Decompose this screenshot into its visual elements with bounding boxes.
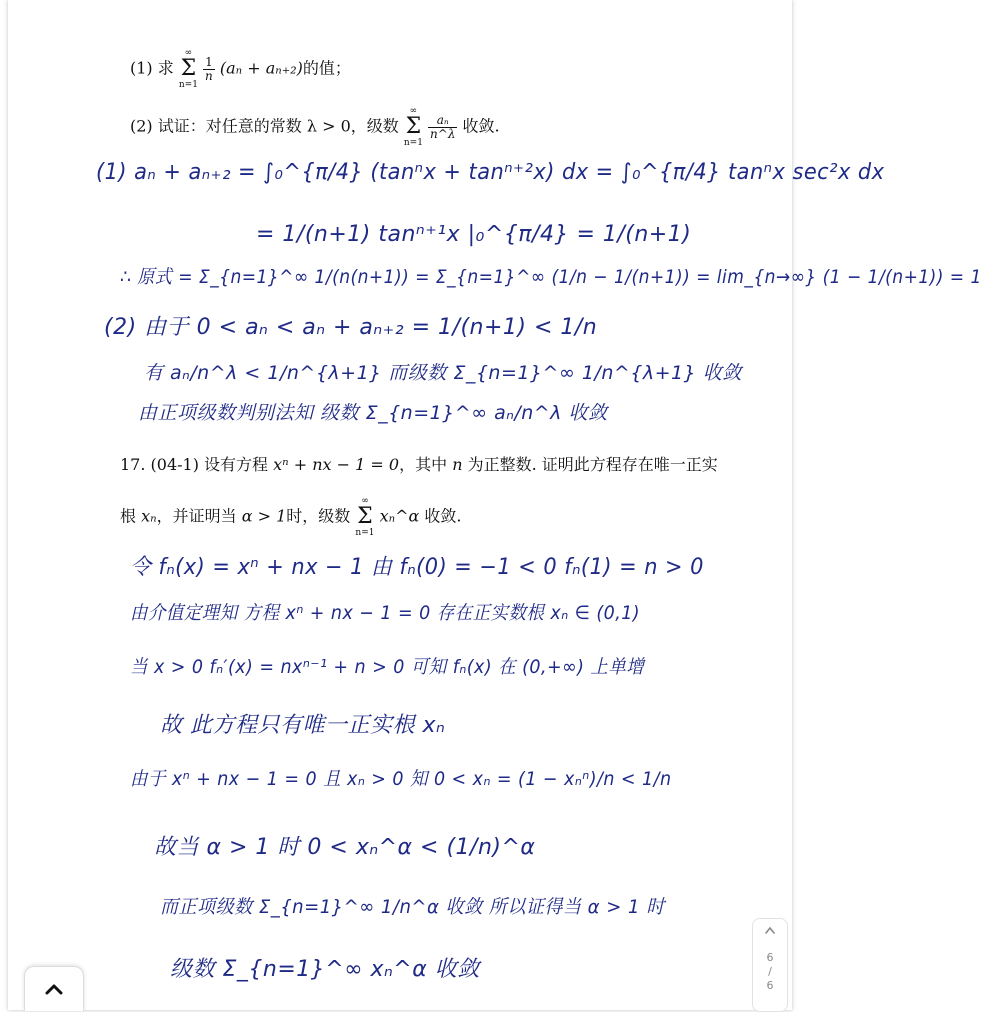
handwritten-line: 令 fₙ(x) = xⁿ + nx − 1 由 fₙ(0) = −1 < 0 fₙ(1) = n > 0 [130, 555, 704, 580]
chevron-up-icon [44, 982, 64, 996]
problem-17-line-1: 17. (04-1) 设有方程 xⁿ + nx − 1 = 0，其中 n 为正整数. 证明此方程存在唯一正实 [120, 455, 718, 474]
total-pages: 6 [766, 979, 774, 992]
handwritten-line: 级数 Σ_{n=1}^∞ xₙ^α 收敛 [170, 957, 480, 982]
handwritten-line: 当 x > 0 fₙ′(x) = nxⁿ⁻¹ + n > 0 可知 fₙ(x) 在 (0,+∞) 上单增 [130, 656, 645, 678]
current-page: 6 [766, 951, 774, 964]
document-page [8, 0, 982, 1010]
handwritten-line: 故 此方程只有唯一正实根 xₙ [160, 713, 446, 738]
problem-part-2: (2) 试证：对任意的常数 λ > 0，级数 ∞ Σ n=1 $\frac{\text{aₙ}}{n\^{}\lambda}$ 收敛. [130, 106, 500, 148]
handwritten-line: 故当 α > 1 时 0 < xₙ^α < (1/n)^α [154, 835, 536, 860]
handwritten-line: 而正项级数 Σ_{n=1}^∞ 1/n^α 收敛 所以证得当 α > 1 时 [160, 896, 665, 918]
problem-17-line-2: 根 xₙ，并证明当 α > 1时，级数 ∞ Σ n=1 xₙ^α 收敛. [120, 496, 462, 538]
handwritten-line: 由正项级数判别法知 级数 Σ_{n=1}^∞ aₙ/n^λ 收敛 [138, 402, 608, 424]
handwritten-line: = 1/(n+1) tanⁿ⁺¹x |₀^{π/4} = 1/(n+1) [256, 222, 692, 247]
handwritten-line: 由于 xⁿ + nx − 1 = 0 且 xₙ > 0 知 0 < xₙ = (1 − xₙⁿ)/n < 1/n [130, 768, 672, 790]
handwritten-line: (2) 由于 0 < aₙ < aₙ + aₙ₊₂ = 1/(n+1) < 1/n [104, 315, 598, 340]
handwritten-line: (1) aₙ + aₙ₊₂ = ∫₀^{π/4} (tanⁿx + tanⁿ⁺²x) dx = ∫₀^{π/4} tanⁿx sec²x dx [96, 160, 885, 185]
page-indicator [752, 918, 788, 1012]
handwritten-line: ∴ 原式 = Σ_{n=1}^∞ 1/(n(n+1)) = Σ_{n=1}^∞ (1/n − 1/(n+1)) = lim_{n→∞} (1 − 1/(n+1)) = 1 [120, 266, 982, 288]
scroll-to-top-button[interactable] [24, 966, 84, 1011]
handwritten-line: 由介值定理知 方程 xⁿ + nx − 1 = 0 存在正实数根 xₙ ∈ (0,1) [130, 602, 641, 624]
chevron-up-icon[interactable] [764, 925, 776, 935]
page-separator: / [768, 965, 772, 978]
problem-part-1: (1) 求 ∞ Σ n=1 $\frac{1}{n}$ (aₙ + aₙ₊₂)的值； [130, 48, 351, 90]
handwritten-line: 有 aₙ/n^λ < 1/n^{λ+1} 而级数 Σ_{n=1}^∞ 1/n^{λ+1} 收敛 [144, 362, 742, 384]
